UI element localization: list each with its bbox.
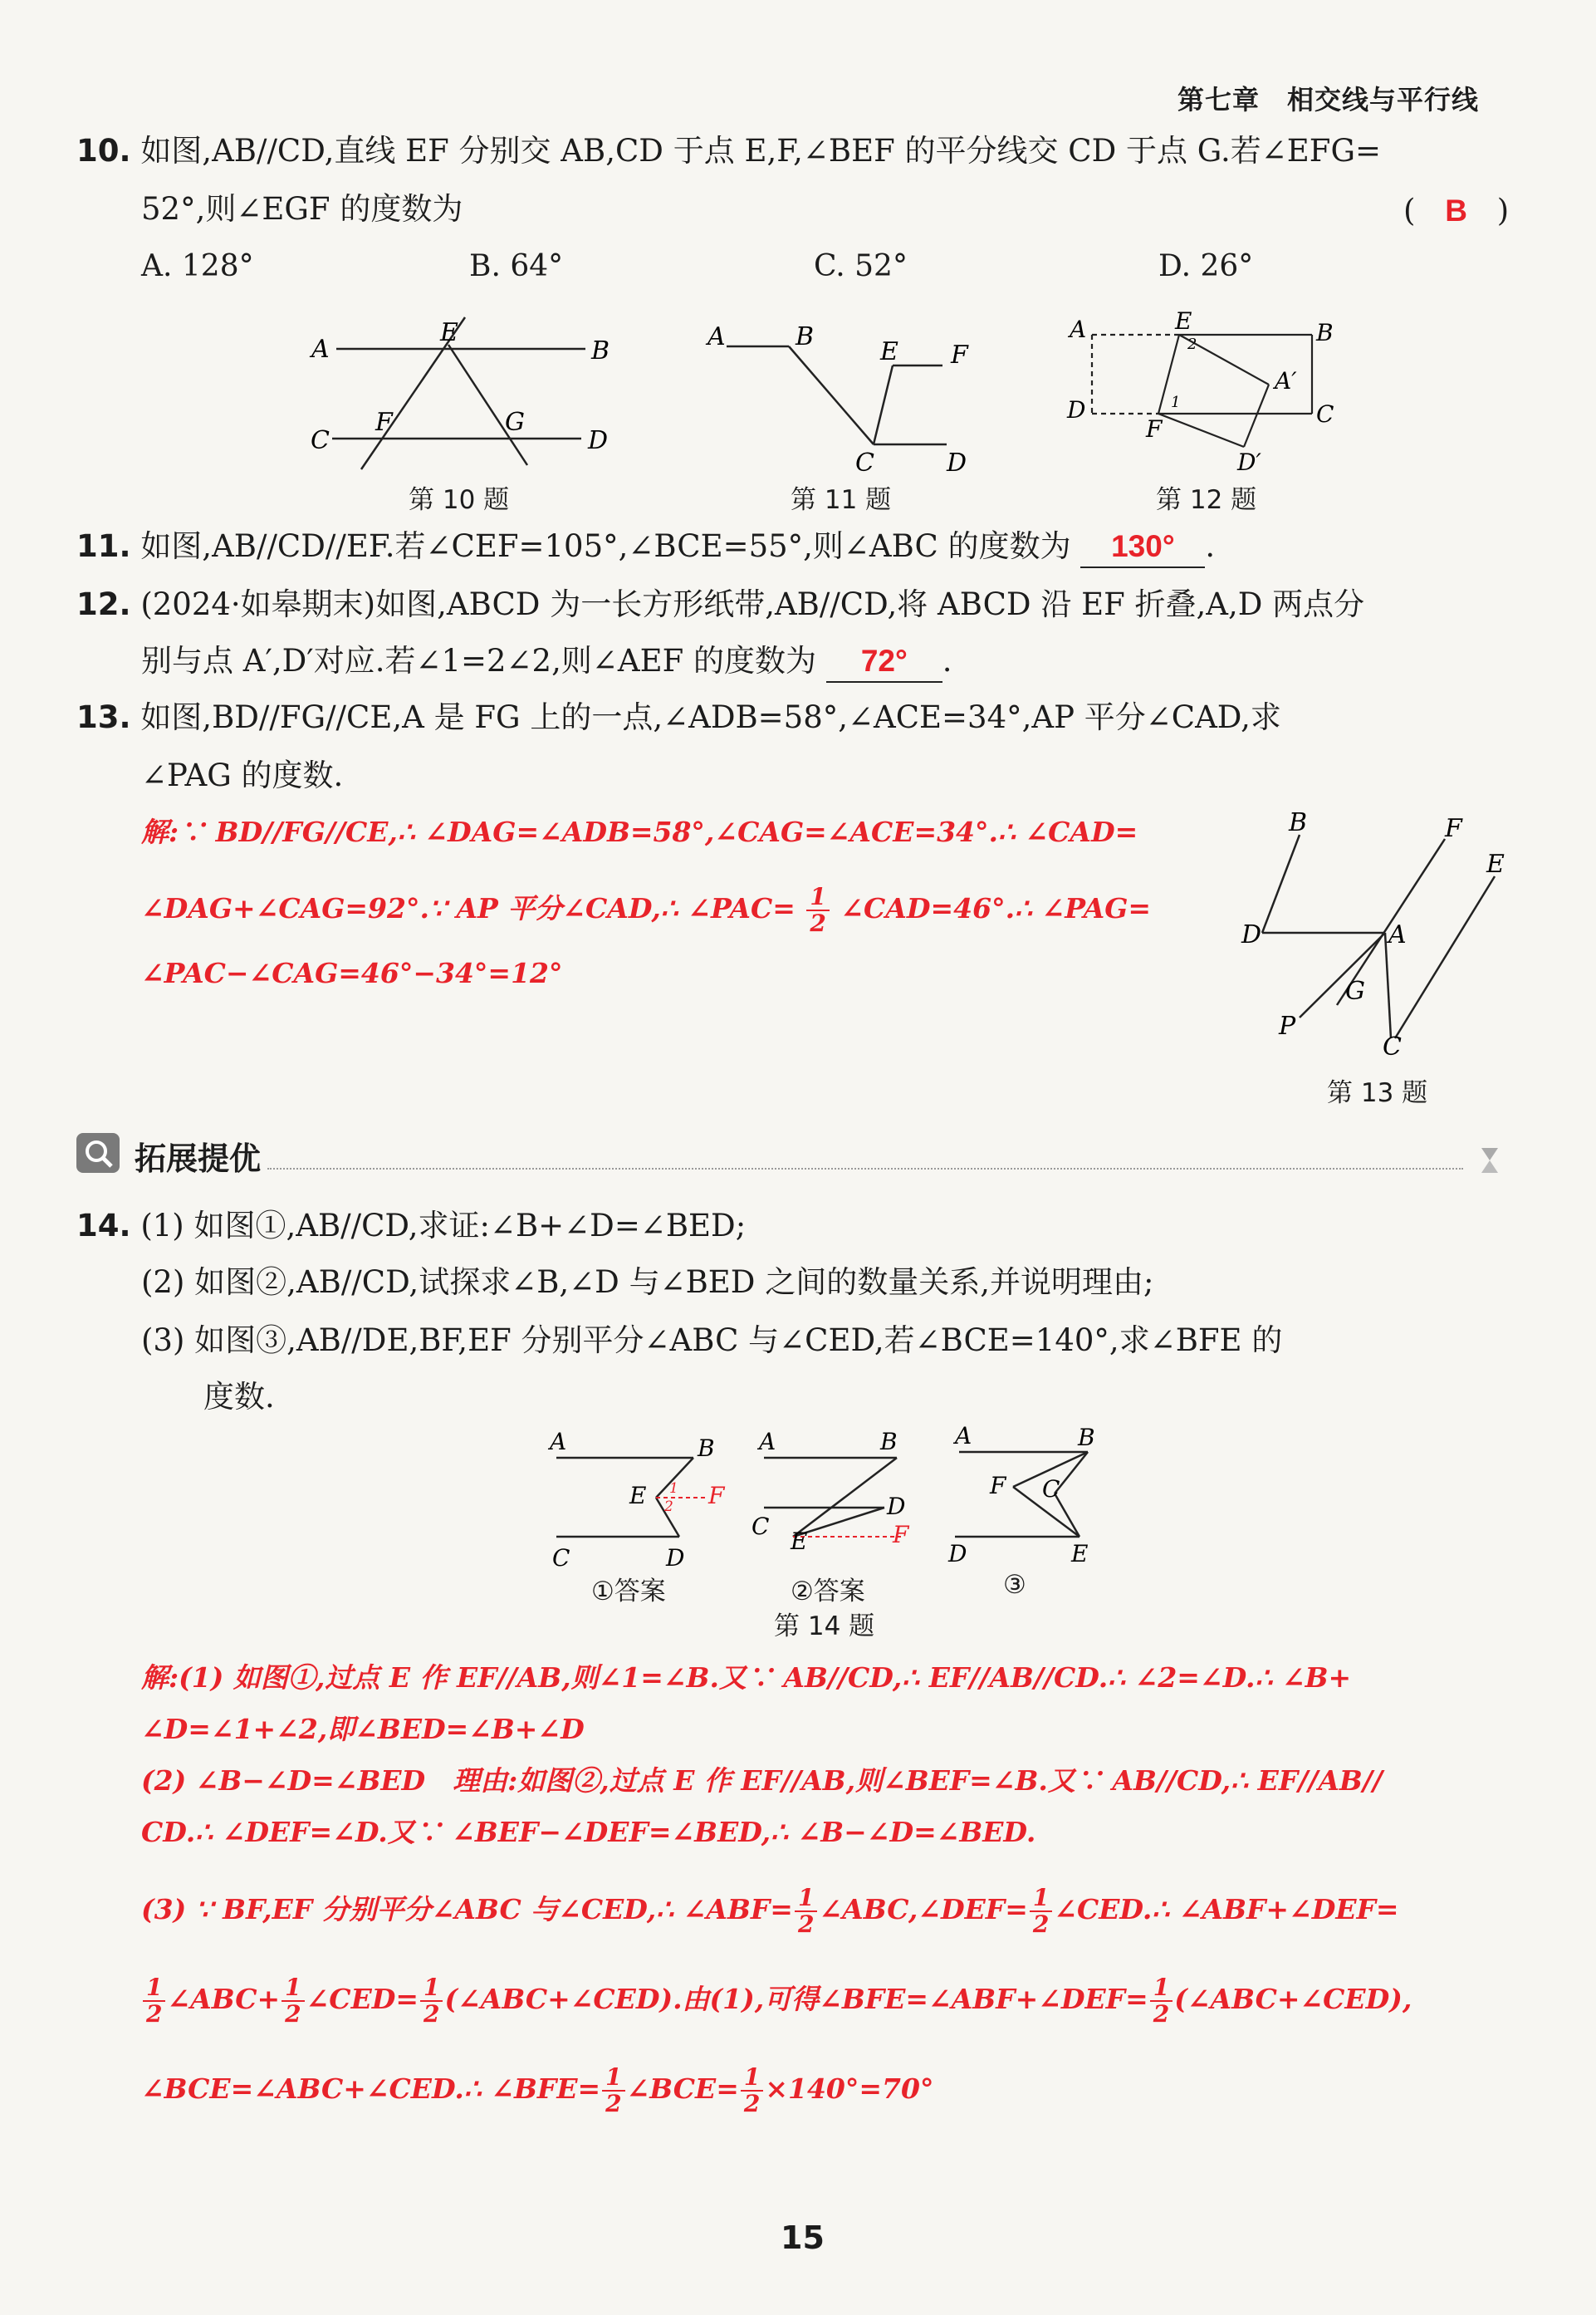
figure-14-3-label: ③ [1003,1570,1026,1600]
question-number: 14. [76,1208,131,1243]
solution-13-line2 [141,885,1151,936]
question-12 [76,585,1364,625]
svg-text:A′: A′ [1275,367,1297,395]
solution-14-3-line3: ∠BCE=∠ABC+∠CED.∴ ∠BFE= $\frac{1}{2}$ ∠BCE= $\frac{1}{2}$ ×140°=70° [141,2063,934,2117]
svg-text:C: C [311,426,330,455]
svg-text:F: F [951,341,968,370]
magnifier-icon [76,1133,120,1173]
svg-text:F: F [893,1521,909,1548]
svg-text:E: E [629,1482,647,1509]
section-divider [267,1168,1463,1170]
svg-text:E: E [791,1528,808,1555]
answer-blank: 130° [1111,529,1175,563]
solution-14-3-line2: $\frac{1}{2}$ ∠ABC+ $\frac{1}{2}$ ∠CED= $\frac{1}{2}$ (∠ABC+∠CED).由(1),可得∠BFE=∠ABF+∠DEF= $\frac{1}{2}$ (∠ABC+∠CED), [141,1975,1412,2027]
figure-10 [299,307,623,473]
svg-text:2: 2 [664,1498,673,1515]
svg-text:G: G [505,408,525,437]
svg-text:A: A [707,322,726,351]
solution-14-1-line1: 解:(1) 如图①,过点 E 作 EF//AB,则∠1=∠B.又∵ AB//CD,∴ EF//AB//CD.∴ ∠2=∠D.∴ ∠B+ [141,1661,1352,1694]
svg-text:B: B [1316,319,1334,346]
svg-text:E: E [1486,850,1505,879]
svg-text:1: 1 [1171,394,1181,411]
solution-text: ∠DAG+∠CAG=92°.∵ AP 平分∠CAD,∴ ∠PAC= [141,892,796,925]
section-heading [76,1130,1505,1180]
svg-text:E: E [880,337,898,366]
svg-text:B: B [698,1435,715,1462]
svg-text:D: D [1067,396,1086,424]
svg-text:D: D [947,449,967,478]
figure-14-1-label: ①答案 [591,1577,666,1606]
svg-text:D: D [1241,920,1262,949]
svg-text:D: D [666,1544,685,1572]
svg-text:B: B [880,1428,898,1455]
svg-text:A: A [311,335,330,364]
caption-13: 第 13 题 [1327,1078,1428,1108]
svg-text:F: F [1445,814,1462,843]
caption-14: 第 14 题 [774,1611,875,1641]
question-number: 10. [76,133,131,169]
solution-14-1-line2: ∠D=∠1+∠2,即∠BED=∠B+∠D [141,1713,585,1745]
page-number: 15 [781,2219,825,2256]
chapter-header: 第七章 相交线与平行线 [1177,84,1480,115]
svg-text:B: B [1289,810,1308,837]
solution-14-2-line1: (2) ∠B−∠D=∠BED 理由:如图②,过点 E 作 EF//AB,则∠BEF=∠B.又∵ AB//CD,∴ EF//AB// [141,1764,1383,1797]
svg-text:A: A [1070,316,1087,343]
paren-open: ( [1403,193,1416,228]
period: . [942,643,952,679]
fraction-half: $\frac{1}{2}$ [806,885,829,936]
svg-text:F: F [990,1472,1006,1499]
svg-text:E: E [440,318,458,347]
svg-text:A: A [955,1422,972,1449]
svg-text:P: P [1279,1012,1296,1041]
figure-11 [698,311,996,478]
figure-14-2-label: ②答案 [791,1577,865,1606]
svg-text:B: B [591,336,610,365]
question-number: 12. [76,586,131,622]
question-14 [76,1206,746,1246]
figure-13 [1237,810,1520,1042]
solution-14-3-line1: (3) ∵ BF,EF 分别平分∠ABC 与∠CED,∴ ∠ABF= $\frac{1}{2}$ ∠ABC,∠DEF= $\frac{1}{2}$ ∠CED.∴ ∠ABF+∠DEF= [141,1884,1399,1938]
question-part-3: (3) 如图③,AB//DE,BF,EF 分别平分∠ABC 与∠CED,若∠BCE=140°,求∠BFE 的 [141,1322,1283,1358]
svg-text:B: B [796,322,815,351]
caption-11: 第 11 题 [791,485,892,515]
svg-text:C: C [552,1544,570,1572]
svg-text:D′: D′ [1237,449,1261,476]
period: . [1205,528,1216,564]
figure-12 [1063,306,1354,480]
solution-14-2-line2: CD.∴ ∠DEF=∠D.又∵ ∠BEF−∠DEF=∠BED,∴ ∠B−∠D=∠BED. [141,1816,1036,1848]
svg-text:C: C [855,449,874,478]
caption-10: 第 10 题 [409,485,510,515]
svg-text:C: C [751,1513,770,1540]
question-part-2: (2) 如图②,AB//CD,试探求∠B,∠D 与∠BED 之间的数量关系,并说明理由; [141,1264,1154,1300]
solution-13-line1: 解:∵ BD//FG//CE,∴ ∠DAG=∠ADB=58°,∠CAG=∠ACE=34°.∴ ∠CAD= [141,816,1138,848]
question-13-line2: ∠PAG 的度数. [141,758,344,793]
question-text: 如图,BD//FG//CE,A 是 FG 上的一点,∠ADB=58°,∠ACE=34°,AP 平分∠CAD,求 [140,699,1281,735]
svg-text:C: C [1316,400,1334,428]
question-text: 如图,AB//CD,直线 EF 分别交 AB,CD 于点 E,F,∠BEF 的平分线交 CD 于点 G.若∠EFG= [140,133,1382,169]
svg-text:F: F [1146,415,1163,443]
solution-13-line3: ∠PAC−∠CAG=46°−34°=12° [141,957,563,989]
paren-close: ) [1496,193,1510,228]
svg-text:G: G [1345,977,1365,1006]
svg-text:F: F [375,408,393,437]
question-11 [76,527,1215,568]
option-c: C. 52° [814,249,908,283]
question-10-line2: 52°,则∠EGF 的度数为 [141,191,463,227]
svg-text:C: C [1042,1475,1060,1503]
answer-choice: B [1445,194,1467,228]
figure-14-3 [938,1420,1121,1570]
svg-text:2: 2 [1187,336,1197,353]
option-d: D. 26° [1158,249,1254,283]
option-b: B. 64° [469,249,564,283]
section-title: 拓展提优 [135,1140,262,1177]
question-text: 如图,AB//CD//EF.若∠CEF=105°,∠BCE=55°,则∠ABC 的度数为 [140,528,1071,564]
figure-14-1 [540,1425,739,1574]
svg-text:A: A [1388,920,1407,949]
answer-paren [1403,191,1509,231]
solution-text: ∠CAD=46°.∴ ∠PAG= [840,892,1152,925]
question-10 [76,131,1381,171]
question-part-3-line2: 度数. [203,1379,275,1415]
svg-text:D: D [887,1493,906,1520]
svg-text:D: D [948,1540,967,1567]
question-part-1: (1) 如图①,AB//CD,求证:∠B+∠D=∠BED; [140,1208,747,1243]
svg-text:D: D [588,426,609,455]
figure-13-label-c [1378,1030,1412,1063]
question-number: 13. [76,699,131,735]
svg-text:B: B [1078,1424,1095,1451]
hourglass-icon [1480,1146,1500,1175]
question-number: 11. [76,528,131,564]
figure-14-2 [747,1425,938,1574]
svg-text:C: C [1383,1032,1402,1062]
svg-text:1: 1 [669,1480,678,1497]
svg-text:F: F [708,1482,725,1509]
option-a: A. 128° [141,249,254,283]
caption-12: 第 12 题 [1156,485,1257,515]
question-13 [76,698,1281,738]
svg-text:A: A [759,1428,776,1455]
question-12-line2 [141,641,952,683]
question-text: (2024·如皋期末)如图,ABCD 为一长方形纸带,AB//CD,将 ABCD 沿 EF 折叠,A,D 两点分 [140,586,1365,622]
answer-blank: 72° [860,644,908,678]
svg-text:E: E [1175,307,1192,335]
svg-text:E: E [1071,1540,1089,1567]
svg-text:A: A [550,1428,567,1455]
question-text: 别与点 A′,D′对应.若∠1=2∠2,则∠AEF 的度数为 [141,643,817,679]
